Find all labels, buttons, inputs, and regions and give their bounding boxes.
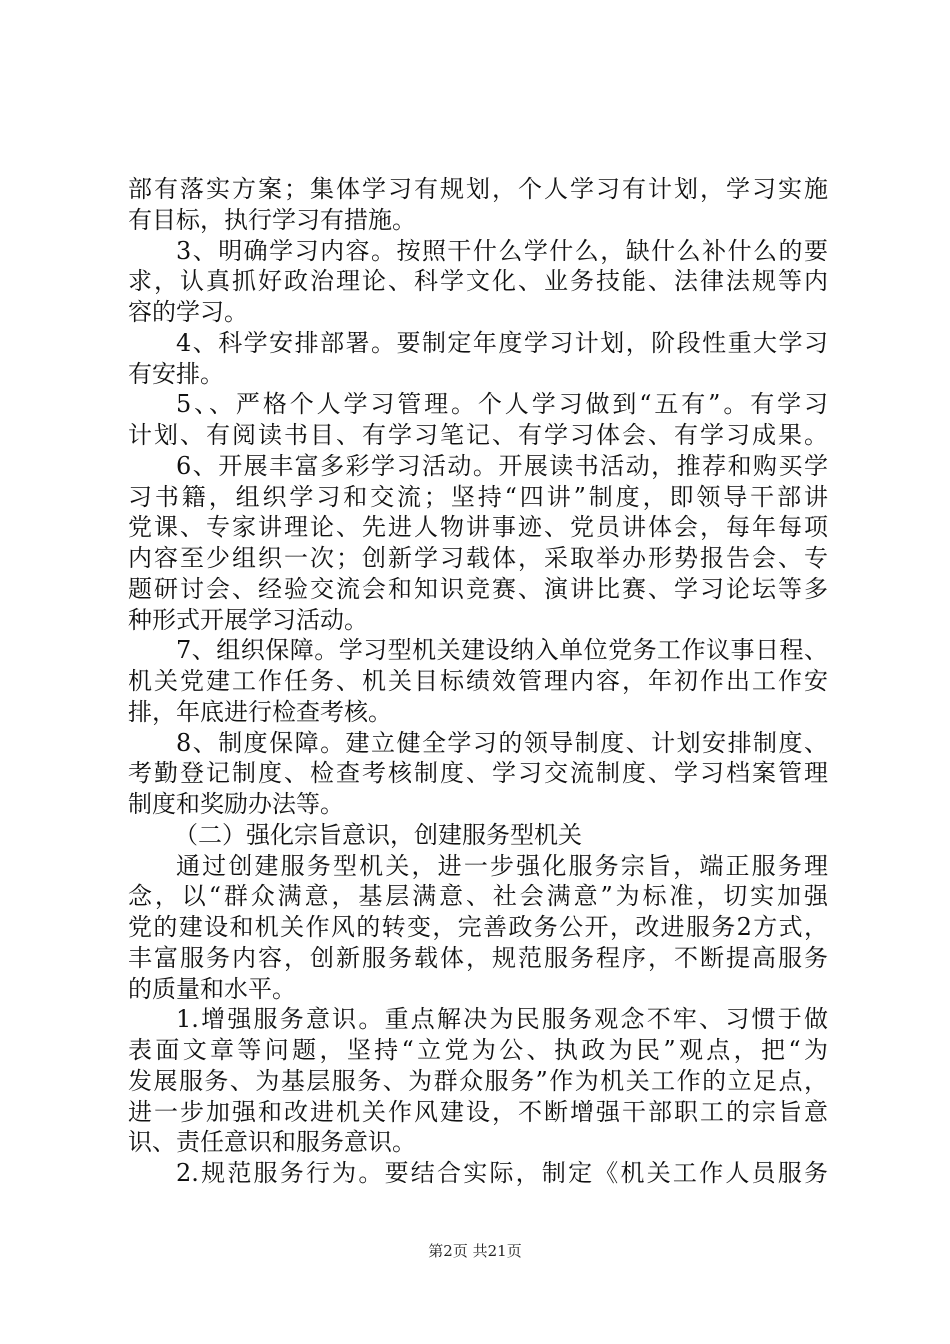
section-heading: （二）强化宗旨意识，创建服务型机关: [174, 820, 582, 849]
body-line: 容的学习。: [128, 298, 248, 326]
body-line: 制度和奖励办法等。: [128, 790, 344, 818]
body-line: 种形式开展学习活动。: [128, 605, 368, 634]
body-line: 3、明确学习内容。按照干什么学什么，缺什么补什么的要: [176, 236, 828, 265]
body-line: 念，以“群众满意，基层满意、社会满意”为标准，切实加强: [128, 882, 828, 911]
body-line: 通过创建服务型机关，进一步强化服务宗旨，端正服务理: [176, 851, 828, 880]
body-line: 有安排。: [128, 359, 224, 388]
document-body: [128, 174, 828, 1189]
body-line: 1.增强服务意识。重点解决为民服务观念不牢、习惯于做: [176, 1005, 828, 1034]
body-line: 党的建设和机关作风的转变，完善政务公开，改进服务2方式，: [128, 913, 828, 941]
body-line: 考勤登记制度、检查考核制度、学习交流制度、学习档案管理: [128, 759, 828, 788]
page-number-footer: 第2页 共21页: [428, 1242, 522, 1260]
body-line: 党课、专家讲理论、先进人物讲事迹、党员讲体会，每年每项: [128, 513, 828, 542]
body-line: 4、科学安排部署。要制定年度学习计划，阶段性重大学习: [176, 328, 828, 357]
body-line: 7、组织保障。学习型机关建设纳入单位党务工作议事日程、: [176, 636, 828, 665]
body-line: 表面文章等问题，坚持“立党为公、执政为民”观点，把“为: [128, 1036, 828, 1064]
body-line: 发展服务、为基层服务、为群众服务”作为机关工作的立足点，: [128, 1066, 828, 1095]
body-line: 进一步加强和改进机关作风建设，不断增强干部职工的宗旨意: [128, 1097, 828, 1126]
body-line: 识、责任意识和服务意识。: [128, 1128, 416, 1157]
body-line: 2.规范服务行为。要结合实际，制定《机关工作人员服务: [176, 1159, 828, 1187]
body-line: 的质量和水平。: [128, 974, 296, 1003]
body-line: 8、制度保障。建立健全学习的领导制度、计划安排制度、: [176, 728, 828, 757]
body-line: 5、、严格个人学习管理。个人学习做到“五有”。有学习: [176, 390, 828, 419]
body-line: 有目标，执行学习有措施。: [128, 205, 416, 234]
body-line: 排，年底进行检查考核。: [128, 697, 392, 726]
body-line: 习书籍，组织学习和交流；坚持“四讲”制度，即领导干部讲: [128, 482, 828, 511]
body-line: 部有落实方案；集体学习有规划，个人学习有计划，学习实施: [128, 175, 828, 203]
body-line: 题研讨会、经验交流会和知识竞赛、演讲比赛、学习论坛等多: [128, 574, 828, 603]
body-line: 计划、有阅读书目、有学习笔记、有学习体会、有学习成果。: [128, 421, 828, 449]
body-line: 6、开展丰富多彩学习活动。开展读书活动，推荐和购买学: [176, 451, 828, 480]
body-line: 求，认真抓好政治理论、科学文化、业务技能、法律法规等内: [128, 267, 828, 296]
body-line: 机关党建工作任务、机关目标绩效管理内容，年初作出工作安: [128, 667, 828, 695]
body-line: 内容至少组织一次；创新学习载体，采取举办形势报告会、专: [128, 544, 828, 572]
body-line: 丰富服务内容，创新服务载体，规范服务程序，不断提高服务: [128, 943, 828, 972]
